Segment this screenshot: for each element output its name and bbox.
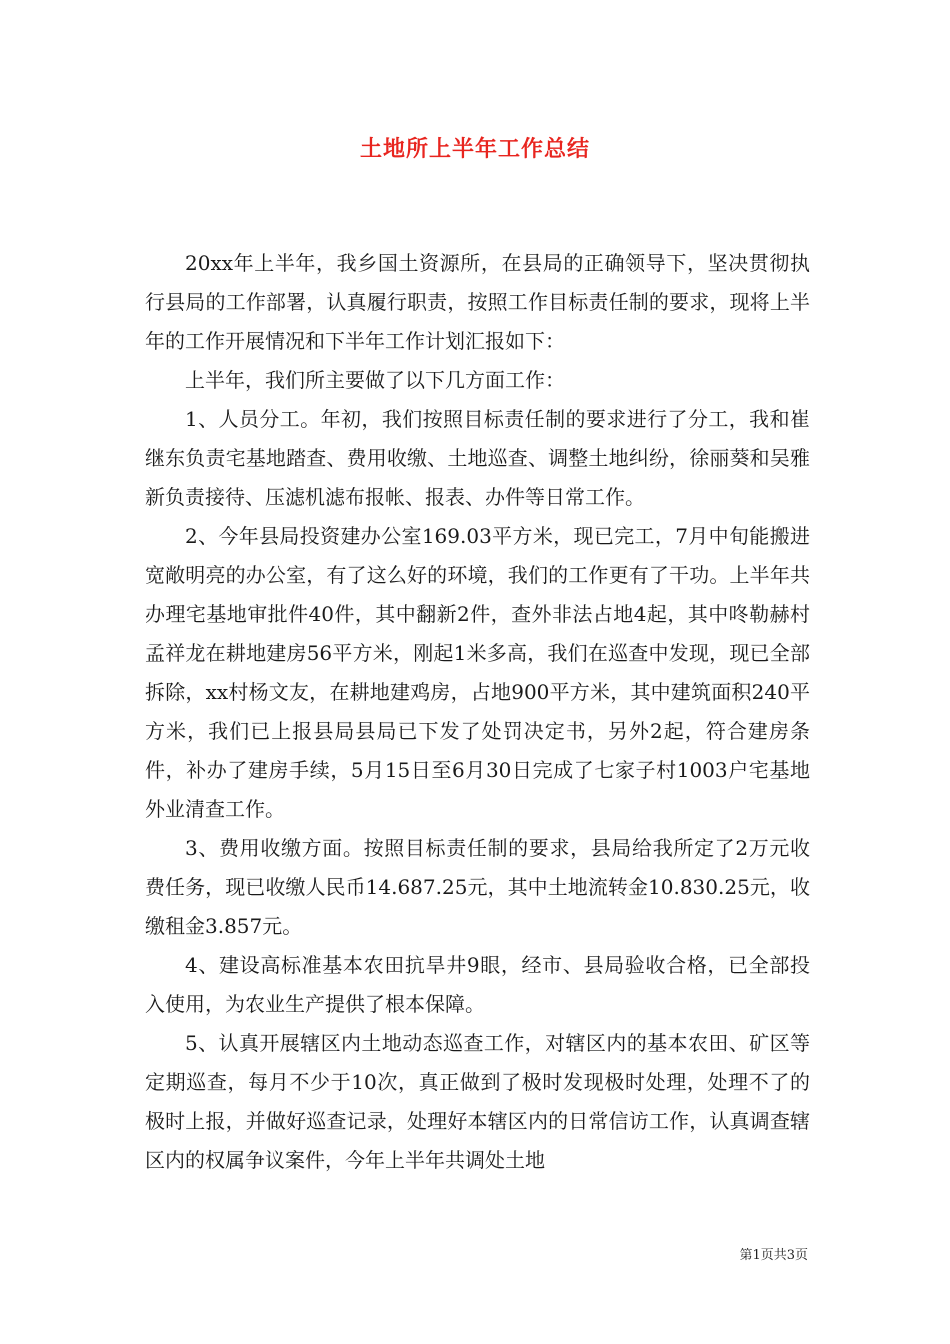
paragraph-item-2: 2、今年县局投资建办公室169.03平方米，现已完工，7月中旬能搬进宽敞明亮的办公室，有了这么好的环境，我们的工作更有了干功。上半年共办理宅基地审批件40件，其中翻新2件，查外非法占地4起，其中咚勒赫村孟祥龙在耕地建房56平方米，刚起1米多高，我们在巡查中发现，现已全部拆除，xx村杨文友，在耕地建鸡房，占地900平方米，其中建筑面积240平方米，我们已上报县局县局已下发了处罚决定书，另外2起，符合建房条件，补办了建房手续，5月15日至6月30日完成了七家子村1003户宅基地外业清查工作。 xyxy=(145,524,810,821)
paragraph-item-3: 3、费用收缴方面。按照目标责任制的要求，县局给我所定了2万元收费任务，现已收缴人民币14.687.25元，其中土地流转金10.830.25元，收缴租金3.857元。 xyxy=(145,836,810,938)
paragraph-item-1: 1、人员分工。年初，我们按照目标责任制的要求进行了分工，我和崔继东负责宅基地踏查、费用收缴、土地巡查、调整土地纠纷，徐丽葵和吴雅新负责接待、压滤机滤布报帐、报表、办件等日常工作。 xyxy=(145,407,810,509)
document-title: 土地所上半年工作总结 xyxy=(359,136,590,162)
paragraph-item-5: 5、认真开展辖区内土地动态巡查工作，对辖区内的基本农田、矿区等定期巡查，每月不少于10次，真正做到了极时发现极时处理，处理不了的极时上报，并做好巡查记录，处理好本辖区内的日常信访工作，认真调查辖区内的权属争议案件，今年上半年共调处土地 xyxy=(145,1031,810,1172)
paragraph-item-4: 4、建设高标准基本农田抗旱井9眼，经市、县局验收合格，已全部投入使用，为农业生产提供了根本保障。 xyxy=(145,953,810,1016)
page-number: 第1页共3页 xyxy=(739,1248,808,1263)
paragraph-intro: 20xx年上半年，我乡国土资源所，在县局的正确领导下，坚决贯彻执行县局的工作部署，认真履行职责，按照工作目标责任制的要求，现将上半年的工作开展情况和下半年工作计划汇报如下： xyxy=(145,251,810,353)
document-body xyxy=(145,244,810,1180)
paragraph-summary-lead: 上半年，我们所主要做了以下几方面工作： xyxy=(185,368,565,392)
